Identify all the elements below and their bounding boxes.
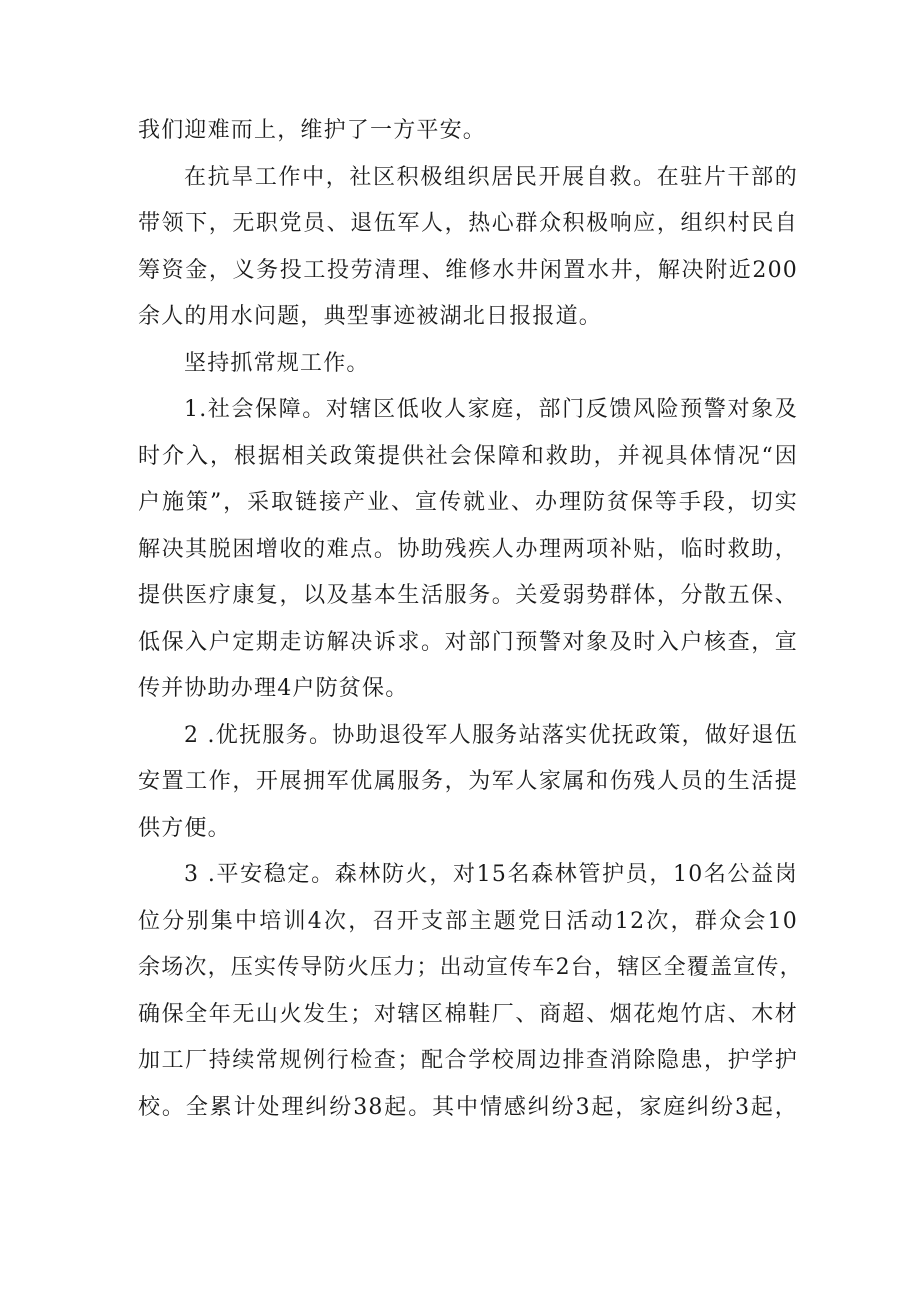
text-line: 时介入，根据相关政策提供社会保障和救助，并视具体情况“因	[138, 443, 798, 469]
text-line: 确保全年无山火发生；对辖区棉鞋厂、商超、烟花炮竹店、木材	[138, 1001, 798, 1027]
text-line: 3 .平安稳定。森林防火，对15名森林管护员，10名公益岗	[184, 862, 798, 887]
text-line: 提供医疗康复，以及基本生活服务。关爱弱势群体，分散五保、	[138, 583, 798, 608]
text-line: 加工厂持续常规例行检查；配合学校周边排查消除隐患，护学护	[138, 1048, 798, 1073]
text-line: 在抗旱工作中，社区积极组织居民开展自救。在驻片干部的	[184, 164, 798, 190]
text-line: 户施策”，采取链接产业、宣传就业、办理防贫保等手段，切实	[138, 490, 798, 515]
text-line: 安置工作，开展拥军优属服务，为军人家属和伤残人员的生活提	[138, 769, 798, 794]
text-line: 余人的用水问题，典型事迹被湖北日报报道。	[138, 304, 603, 329]
text-line: 校。全累计处理纠纷38起。其中情感纠纷3起，家庭纠纷3起，	[138, 1094, 798, 1120]
text-line: 带领下，无职党员、退伍军人，热心群众积极响应，组织村民自	[138, 211, 798, 236]
text-line: 低保入户定期走访解决诉求。对部门预警对象及时入户核查，宣	[138, 629, 798, 655]
body-text	[138, 108, 803, 1131]
text-line: 传并协助办理4户防贫保。	[138, 676, 409, 701]
text-line: 2 .优抚服务。协助退役军人服务站落实优抚政策，做好退伍	[184, 722, 798, 748]
text-line: 位分别集中培训4次，召开支部主题党日活动12次，群众会10	[138, 908, 798, 934]
text-line: 坚持抓常规工作。	[184, 350, 370, 376]
text-line: 1.社会保障。对辖区低收人家庭，部门反馈风险预警对象及	[184, 397, 798, 422]
text-line: 解决其脱困增收的难点。协助残疾人办理两项补贴，临时救助，	[138, 536, 798, 562]
text-line: 我们迎难而上，维护了一方平安。	[138, 118, 487, 143]
text-line: 筹资金，义务投工投劳清理、维修水井闲置水井，解决附近200	[138, 257, 798, 283]
text-line: 余场次，压实传导防火压力；出动宣传车2台，辖区全覆盖宣传，	[138, 955, 803, 980]
text-line: 供方便。	[138, 815, 231, 841]
